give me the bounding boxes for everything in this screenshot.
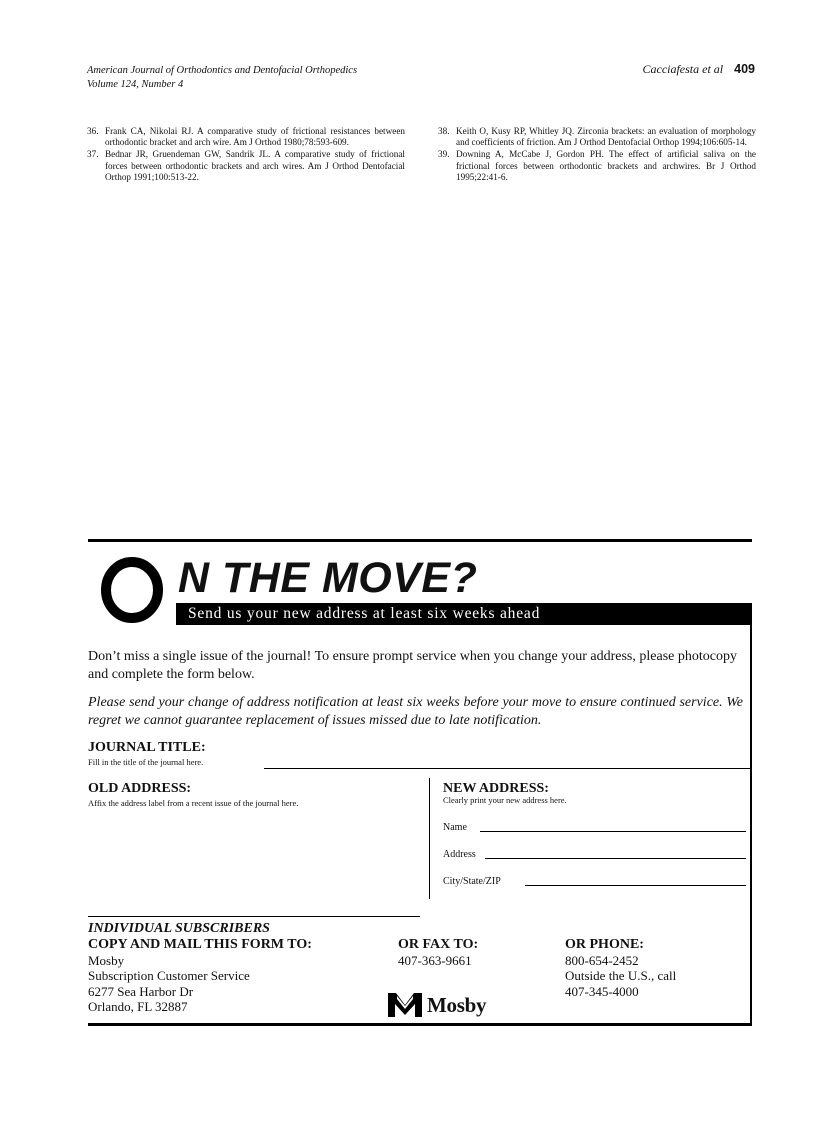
mail-line: 6277 Sea Harbor Dr xyxy=(88,983,194,999)
references-right-column xyxy=(438,126,756,184)
phone-heading: OR PHONE: xyxy=(565,937,644,952)
mail-line: Subscription Customer Service xyxy=(88,968,250,983)
phone-line: Outside the U.S., call xyxy=(565,968,677,983)
name-field-label: Name xyxy=(443,822,467,833)
reference-number: 39. xyxy=(438,149,450,160)
page-number: 409 xyxy=(734,62,755,76)
fax-heading: OR FAX TO: xyxy=(398,937,479,952)
reference-text: Frank CA, Nikolai RJ. A comparative study of frictional resistances between orthodontic bracket and arch wire. Am J Orthod 1980;78:593-609. xyxy=(105,126,405,148)
form-right-rule xyxy=(750,603,752,1026)
big-o-letter-icon xyxy=(99,557,165,623)
subscribers-title: INDIVIDUAL SUBSCRIBERS xyxy=(88,921,270,936)
journal-title-field-line[interactable] xyxy=(264,768,752,769)
mail-column xyxy=(88,937,312,1015)
form-banner: Send us your new address at least six weeks ahead xyxy=(176,603,752,625)
form-headline: N THE MOVE? xyxy=(178,554,478,602)
journal-volume: Volume 124, Number 4 xyxy=(87,79,184,90)
journal-name: American Journal of Orthodontics and Dentofacial Orthopedics xyxy=(87,65,358,76)
new-address-label: NEW ADDRESS: xyxy=(443,781,549,796)
old-address-hint: Affix the address label from a recent issue of the journal here. xyxy=(88,798,299,808)
references-left-column xyxy=(87,126,405,184)
form-notice-text: Please send your change of address notification at least six weeks before your move to ensure continued service. We regret we cannot guarantee replacement of issues missed due to late notification. xyxy=(88,695,743,728)
fax-column xyxy=(398,937,478,968)
form-top-rule xyxy=(88,539,752,542)
running-authors: Cacciafesta et al xyxy=(642,62,724,76)
address-field-line[interactable] xyxy=(485,858,746,859)
phone-line: 407-345-4000 xyxy=(565,983,639,999)
old-address-label: OLD ADDRESS: xyxy=(88,781,192,796)
journal-title-label: JOURNAL TITLE: xyxy=(88,740,206,755)
reference-text: Bednar JR, Gruendeman GW, Sandrik JL. A comparative study of frictional forces between orthodontic brackets and arch wires. Am J Orthod Dentofacial Orthop 1991;100:513-22. xyxy=(105,149,405,182)
running-header-page xyxy=(642,62,755,77)
reference-item xyxy=(87,149,405,183)
mosby-logo xyxy=(388,991,486,1019)
phone-column xyxy=(565,937,676,999)
reference-number: 36. xyxy=(87,126,99,136)
running-header-journal xyxy=(87,64,357,92)
new-address-hint: Clearly print your new address here. xyxy=(443,795,567,805)
address-divider xyxy=(429,778,430,899)
reference-text: Downing A, McCabe J, Gordon PH. The effect of artificial saliva on the frictional forces between orthodontic brackets and archwires. Br J Orthod 1995;22:41-6. xyxy=(456,149,756,182)
form-intro-text: Don’t miss a single issue of the journal! To ensure prompt service when you change your address, please photocopy and complete the form below. xyxy=(88,649,737,682)
phone-line: 800-654-2452 xyxy=(565,952,639,968)
mosby-m-logo-icon xyxy=(388,993,422,1017)
form-bottom-rule xyxy=(88,1023,752,1026)
reference-item xyxy=(438,149,756,183)
reference-number: 37. xyxy=(87,149,99,160)
city-state-zip-field-label: City/State/ZIP xyxy=(443,876,501,887)
reference-number: 38. xyxy=(438,126,450,136)
mail-line: Orlando, FL 32887 xyxy=(88,999,188,1014)
change-of-address-form xyxy=(88,539,752,1026)
mail-heading: COPY AND MAIL THIS FORM TO: xyxy=(88,937,312,952)
city-state-zip-field-line[interactable] xyxy=(525,885,746,886)
reference-text: Keith O, Kusy RP, Whitley JQ. Zirconia brackets: an evaluation of morphology and coefficients of friction. Am J Orthod Dentofacial Orthop 1994;106:605-14. xyxy=(456,126,756,148)
journal-title-hint: Fill in the title of the journal here. xyxy=(88,757,204,767)
reference-item xyxy=(87,126,405,148)
mail-line: Mosby xyxy=(88,952,125,968)
fax-number: 407-363-9661 xyxy=(398,952,472,968)
name-field-line[interactable] xyxy=(480,831,746,832)
reference-item xyxy=(438,126,756,148)
address-field-label: Address xyxy=(443,849,476,860)
subscribers-rule xyxy=(88,916,420,917)
mosby-logo-text: Mosby xyxy=(427,992,487,1017)
